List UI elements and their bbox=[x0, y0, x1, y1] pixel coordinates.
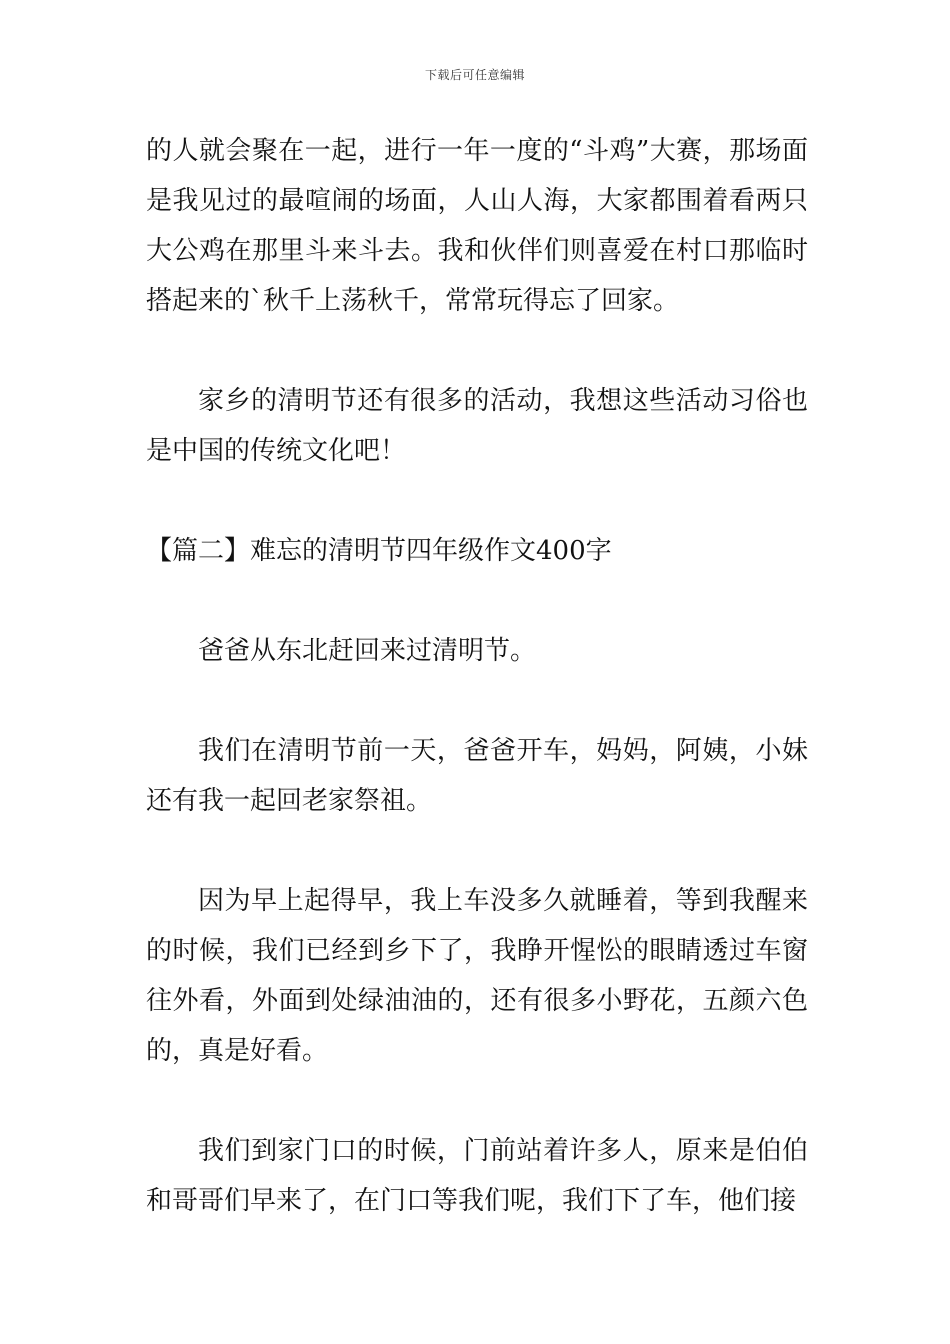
paragraph-3: 爸爸从东北赶回来过清明节。 bbox=[198, 636, 537, 666]
page-header: 下载后可任意编辑 bbox=[424, 68, 525, 82]
paragraph-5: 因为早上起得早，我上车没多久就睡着，等到我醒来的时候，我们已经到乡下了，我睁开惺忪的眼睛透过车窗往外看，外面到处绿油油的，还有很多小野花，五颜六色的，真是好看。 bbox=[146, 886, 808, 1066]
paragraph-6: 我们到家门口的时候，门前站着许多人，原来是伯伯和哥哥们早来了，在门口等我们呢，我们下了车，他们接 bbox=[146, 1136, 808, 1216]
paragraph-1: 的人就会聚在一起，进行一年一度的“斗鸡”大赛，那场面是我见过的最喧闹的场面，人山人海，大家都围着看两只大公鸡在那里斗来斗去。我和伙伴们则喜爱在村口那临时搭起来的`秋千上荡秋千，常常玩得忘了回家。 bbox=[146, 136, 808, 316]
section-heading: 【篇二】难忘的清明节四年级作文400字 bbox=[146, 536, 612, 566]
paragraph-gap bbox=[146, 826, 808, 876]
document-body bbox=[146, 126, 808, 1226]
paragraph-2: 家乡的清明节还有很多的活动，我想这些活动习俗也是中国的传统文化吧！ bbox=[146, 386, 808, 466]
paragraph-gap bbox=[146, 476, 808, 526]
paragraph-4: 我们在清明节前一天，爸爸开车，妈妈，阿姨，小妹还有我一起回老家祭祖。 bbox=[146, 736, 808, 816]
paragraph-gap bbox=[146, 326, 808, 376]
paragraph-gap bbox=[146, 576, 808, 626]
paragraph-gap bbox=[146, 676, 808, 726]
paragraph-gap bbox=[146, 1076, 808, 1126]
